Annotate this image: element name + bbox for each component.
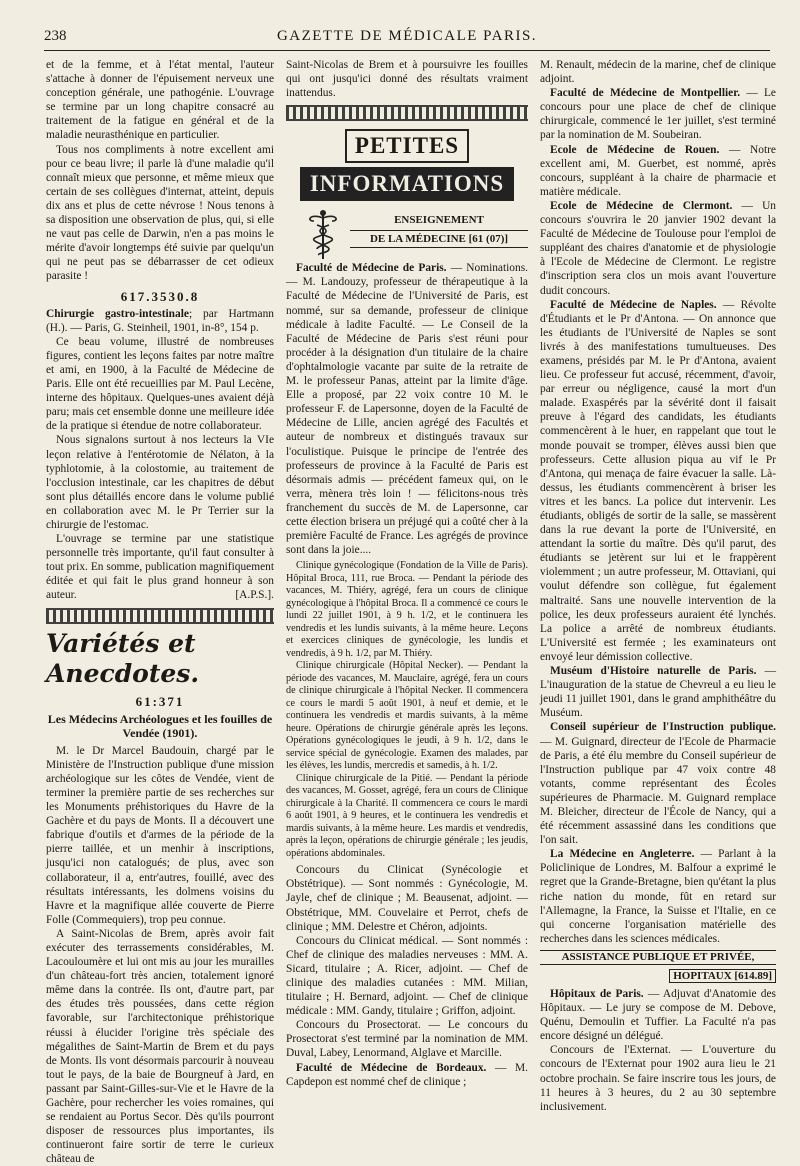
petites-informations-banner [286,127,528,203]
column-middle [286,58,528,1088]
paragraph: Hôpitaux de Paris. — Adjuvat d'Anatomie des Hôpitaux. — Le jury se compose de M. Debove, Quénu, Demoulin et Tuffier. La Faculté n'a pas encore désigné un délégué. [540,988,776,1043]
paragraph: et de la femme, et à l'état mental, l'auteur s'attache à donner de l'épuisement nerveux une conception générale, une pathogénie. L'ouvrage se termine par un long chapitre consacré au traitement de la fatigue en général et de la maladie neurasthénique en particulier. [46,59,274,142]
paragraph: Faculté de Médecine de Montpellier. — Le concours pour une place de chef de clinique chirurgicale, commencé le 1er juillet, s'est terminé par la nomination de M. Soubeiran. [540,87,776,142]
paragraph-small: Clinique chirurgicale de la Pitié. — Pendant la période des vacances, M. Gosset, agrégé, fera un cours de Clinique chirurgicale à la Charité. Il commencera ce cours le mardi 6 août 1901, à 9 heures, et le continuera les vendredis et mardis suivants, à la même heure. Les mardis et vendredis, après la leçon, opérations de chirurgie générale ; les jeudis, opérations abdominales. [286,772,528,859]
paragraph: A Saint-Nicolas de Brem, après avoir fait exécuter des terrassements considérables, M. Lacouloumère et lui ont mis au jour les murailles d'un château-fort très ancien, totalement ignoré même dans la contrée. Ils ont, d'autre part, par des études très poussées, dans cette région favorable, sur l'architectonique préhistorique réussi à élucider l'origine très spéciale des mégalithes de Saint-Martin de Brem et du pays de Monts. Ils vont désormais parcourir à nouveau tout le pays, de la baie de Bourgneuf à Jard, en passant par Saint-Gilles-sur-Vie et le Havre de la Gachère, pour rechercher les voies romaines, qui se rendaient au Portus Secor. Dès qu'ils pourront disposer de ressources plus importantes, ils continueront faire sortir de terre le curieux château de [46,927,274,1166]
book-reference: Chirurgie gastro-intestinale; par Hartmann (H.). — Paris, G. Steinheil, 1901, in-8°, 154 p. [46,307,274,334]
paragraph: Conseil supérieur de l'Instruction publique. — M. Guignard, directeur de l'Ecole de Pharmacie de Paris, a été élu membre du Conseil supérieur de l'Instruction publique par 47 voix contre 48 votants, comme représentant des Écoles supérieures de Pharmacie. M. Guignard remplace M. Bleicher, directeur de l'École de Nancy, qui a été récemment assassiné dans les conditions que l'on sait. [540,721,776,847]
paragraph: L'ouvrage se termine par une statistique personnelle très importante, qu'il faut consulter à tout prix. En somme, publication magnifiquement éditée et qui fait le plus grand honneur à son auteur. [A.P.S.]. [46,533,274,602]
paragraph: Ecole de Médecine de Clermont. — Un concours s'ouvrira le 20 janvier 1902 devant la Faculté de Médecine de Toulouse pour l'emploi de suppléant des chaires d'anatomie et de physiologie à l'Ecole de Médecine de Clermont. Le registre d'inscription sera clos un mois avant l'ouverture dudit concours. [540,199,776,297]
paragraph: M. le Dr Marcel Baudouin, chargé par le Ministère de l'Instruction publique d'une mission archéologique sur les côtes de Vendée, vient de terminer la première partie de ses recherches sur les Monuments préhistoriques du Havre de la Gachère et du pays de Monts. Il a découvert une fabrique d'outils et d'armes de la période de la pierre taillée, et un menhir à inscriptions, jusqu'ici non catalogués; de plus, avec son collaborateur, il a, entr'autres, fouillé, avec des résultats intéressants, les dolmens voisins du Havre et la magnifique allée couverte de Pierre Folle (Commequiers), trop peu connue. [46,744,274,926]
caduceus-icon [304,209,342,261]
page-header [44,26,770,51]
ornamental-band [46,608,274,624]
enseignement-title: ENSEIGNEMENT DE LA MÉDECINE [61 (07)] [350,213,528,248]
paragraph: Faculté de Médecine de Paris. — Nominations. — M. Landouzy, professeur de thérapeutique à la Faculté de Médecine de l'Université de Paris, est nommé, sur sa demande, professeur de clinique médicale à ladite Faculté. — Le Conseil de la Faculté de Médecine de Paris s'est réuni pour procéder à la désignation d'un titulaire de la chaire d'ophtalmologie vacante par suite de la retraite de M. le professeur Panas, atteint par la limite d'âge. Elle a proposé, par 22 voix contre 10 M. le professeur F. de Lapersonne, doyen de la Faculté de Médecine de Lille, ancien agrégé des Facultés et auteur de nombreux et distingués travaux sur l'oculistique. Puisque le principe de l'entrée des professeurs de province à la Faculté de Paris est désormais admis — précédent fameux qui, on le verra, mènera très loin ! — félicitons-nous très franchement du succès de M. de Lapersonne, car cette élection brisera un préjugé qui a coûté cher à la première Faculté de France. Les agrégés de province sont dans la joie.... [286,262,528,557]
paragraph: Concours de l'Externat. — L'ouverture du concours de l'Externat pour 1902 aura lieu le 21 octobre prochain. Se faire inscrire tous les jours, de 11 heures à 3 heures, du 2 au 30 septembre inclusivement. [540,1044,776,1113]
paragraph: La Médecine en Angleterre. — Parlant à la Policlinique de Londres, M. Balfour a exprimé le regret que la Grande-Bretagne, bien qu'étant la plus riche nation du monde, fût en retard sur l'Allemagne, la France, la Suisse et l'Italie, en ce qui concerne l'organisation matérielle des recherches dans les sciences médicales. [540,848,776,945]
book-title: Chirurgie gastro-intestinale [46,307,189,320]
section-tag-hopitaux: HOPITAUX [614.89] [540,969,776,983]
classification-number: 617.3530.8 [120,288,200,304]
page-number: 238 [44,28,67,44]
paragraph: Muséum d'Histoire naturelle de Paris. — L'inauguration de la statue de Chevreul a eu lieu le jeudi 11 juillet 1901, dans le grand amphithéâtre du Muséum. [540,665,776,720]
paragraph-small: Clinique gynécologique (Fondation de la Ville de Paris). Hôpital Broca, 111, rue Broca. — Pendant la période des vacances, M. Thiéry, agrégé, fera un cours de clinique gynécologique à l'hôpital Broca. Il a commencé ce cours le lundi 22 juillet 1901, à 9 h. 1/2, et le continuera les vendredis et les lundis suivants, à la même heure. Leçons et exercices cliniques de gynécologie, les lundis et vendredis, à 9 h. 1/2, par M. Thiéry. [286,560,528,659]
signature: [A.P.S.]. [235,589,274,602]
column-right [540,58,777,1113]
journal-title: GAZETTE DE MÉDICALE PARIS. [276,28,538,44]
article-title: Les Médecins Archéologues et les fouilles de Vendée (1901). [47,711,273,740]
banner-line-1: PETITES [345,129,469,163]
section-title-assistance: ASSISTANCE PUBLIQUE ET PRIVÉE, [540,950,776,965]
paragraph: Ce beau volume, illustré de nombreuses figures, contient les leçons faites par notre maître et ami, en 1900, à la Faculté de Médecine de Paris. Elle ont été recueillies par M. Paul Lecène, interne des hôpitaux. Quelques-unes avaient déjà paru; mais cet ensemble donne une meilleure idée de la pratique si étendue de notre collaborateur. [46,335,274,433]
paragraph: Concours du Clinicat (Synécologie et Obstétrique). — Sont nommés : Gynécologie, M. Jayle, chef de clinique ; M. Beausenat, adjoint. — Obstétrique, MM. Couvelaire et Perrot, chefs de clinique ; MM. Delestre et Chéron, adjoints. [286,864,528,933]
paragraph: Ecole de Médecine de Rouen. — Notre excellent ami, M. Guerbet, est nommé, après concours, suppléant à la chaire de pharmacie et matière médicale. [540,143,776,198]
paragraph: M. Renault, médecin de la marine, chef de clinique adjoint. [540,59,776,86]
paragraph: Saint-Nicolas de Brem et à poursuivre les fouilles qui ont jusqu'ici donné des résultats vraiment inattendus. [286,59,528,100]
paragraph: Concours du Prosectorat. — Le concours du Prosectorat s'est terminé par la nomination de MM. Duval, Labey, Lenormand, Alglave et Marcille. [286,1019,528,1060]
classification-number: 61:371 [135,693,185,709]
paragraph: Tous nos compliments à notre excellent ami pour ce beau livre; il parle là d'une maladie qu'il connaît mieux que personne, et même mieux que certain de ses collègues d'internat, atteint, depuis dix ans et plus de cette névrose ! Nous tenons à sa disposition une observation de plus, qui, si elle ne vaut pas celle de Darwin, n'en a pas moins le mérite d'avoir longtemps été suivie par quelqu'un qui ne peut pas se débarrasser de cet odieux parasite ! [46,143,274,283]
paragraph-small: Clinique chirurgicale (Hôpital Necker). — Pendant la période des vacances, M. Mauclaire, agrégé, fera un cours de clinique chirurgicale à l'hôpital Necker. Il commencera ce cours le mardi 5 août 1901, à neuf et demie, et le continuera les vendredis et mardis suivants, à la même heure. Opérations de chirurgie générale après les leçons. Opérations gynécologiques le jeudi, à 9 h. 1/2, dans le service spécial de gynécologie. Examen des malades, par les élèves, les lundis, mercredis et samedis, à h. 1/2. [286,660,528,772]
section-title-varietes: Variétés et Anecdotes. [46,628,200,688]
column-left [46,58,274,1166]
paragraph: Nous signalons surtout à nos lecteurs la VIe leçon relative à l'entérotomie de Nélaton, à la typhlotomie, à la colostomie, au traitement de l'occlusion intestinale, car les chapitres de début sont plus détaillés encore dans le volume publié en collaboration avec M. le Pr Terrier sur la chirurgie de l'estomac. [46,434,274,531]
ornamental-band [286,105,528,121]
enseignement-header [286,209,528,261]
paragraph: Faculté de Médecine de Naples. — Révolte d'Étudiants et le Pr d'Antona. — On annonce que les étudiants de l'Université de Naples se sont livrés à des manifestations tumultueuses. Des examens, présidés par M. le Pr d'Antona, avaient lieu. Ce professeur fut accusé, récemment, d'avoir, par erreur ou négligence, causé la mort d'un malade. Exaspérés par la sévérité dont il faisait preuve à l'égard des candidats, les étudiants commencèrent à le huer, en rappelant que tout le monde pouvait se tromper, élèves aussi bien que professeurs. Cette allusion piqua au vif le Pr d'Antona, qui menaça de faire évacuer la salle. Là-dessus, les étudiants commencèrent à briser les vitres et les bancs. La police dut intervenir. Les étudiants, obligés de sortir de la salle, se massèrent dans la rue devant la porte de l'Université, en attendant la sortie du maître. Dès qu'il parut, des étudiants se jetèrent sur lui et le frappèrent violemment ; un autre professeur, M. Ottaviani, qui voulut défendre son collègue, fut également maltraité. Sans une nouvelle intervention de la police, les deux professeurs auraient été lynchés. La police a arrêté de nombreux étudiants. L'Université est fermée ; les examinateurs ont envoyé leur démission collective. [540,298,777,663]
paragraph: Concours du Clinicat médical. — Sont nommés : Chef de clinique des maladies nerveuses : MM. A. Sicard, titulaire ; A. Ricer, adjoint. — Chef de clinique des maladies cutanées : MM. Milian, titulaire ; H. Bernard, adjoint. — Chef de clinique médicale : MM. Gandy, titulaire ; Griffon, adjoint. [286,934,528,1018]
banner-line-2: INFORMATIONS [300,167,514,201]
paragraph: Faculté de Médecine de Bordeaux. — M. Capdepon est nommé chef de clinique ; [286,1061,528,1088]
